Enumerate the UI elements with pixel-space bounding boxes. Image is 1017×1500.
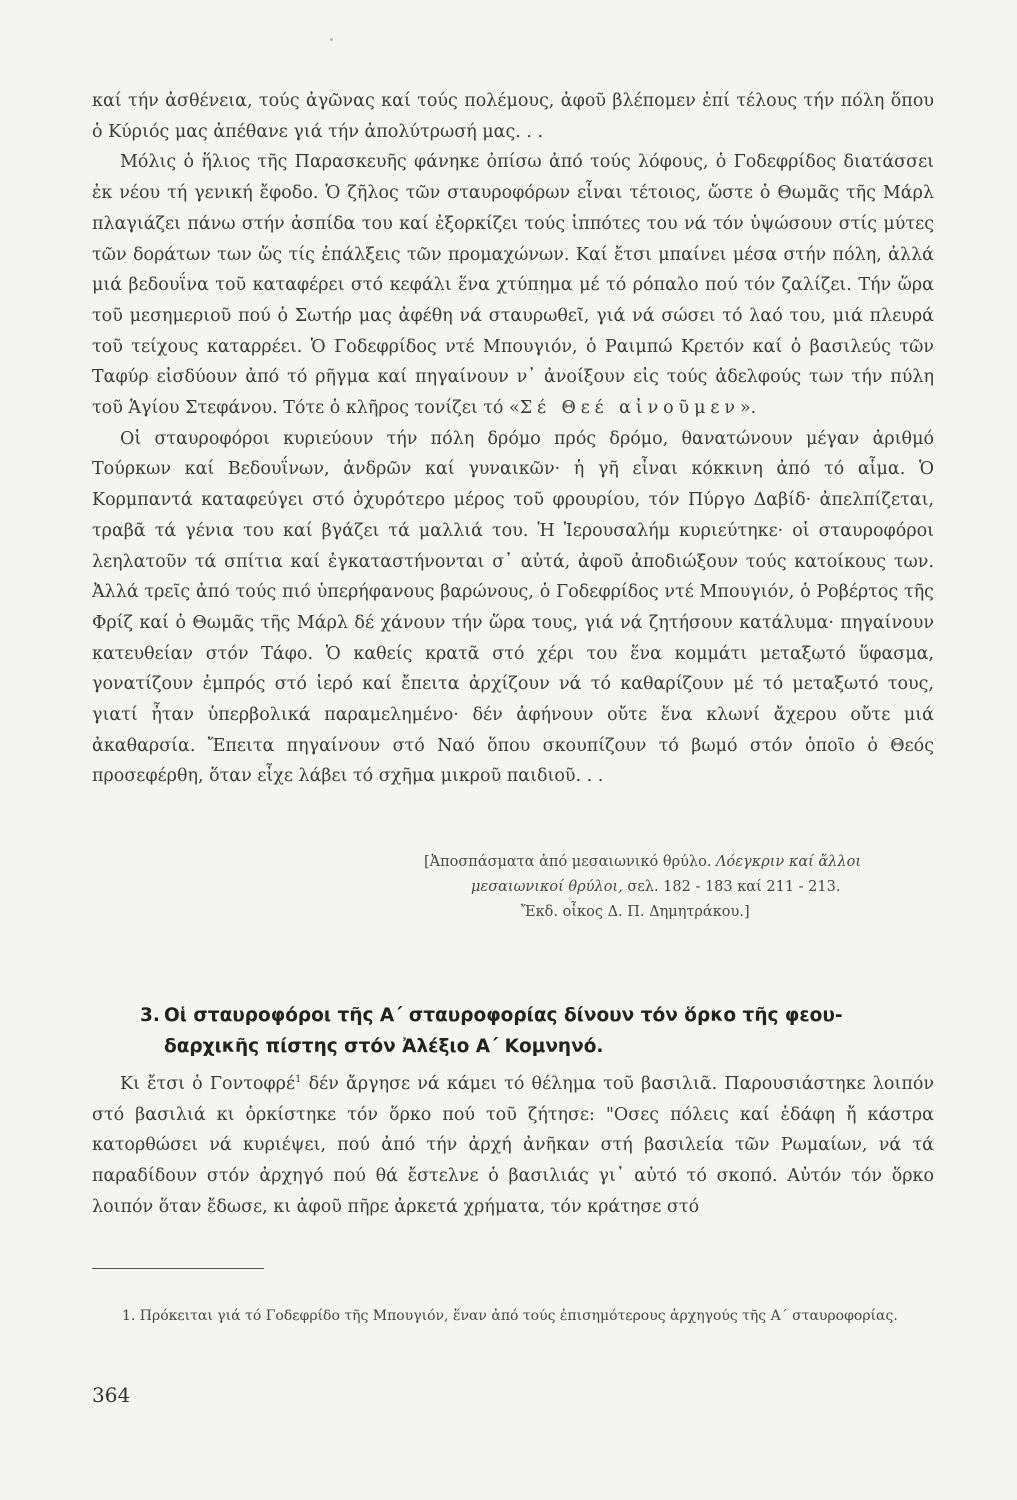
excerpt-paragraph-2-text: Μόλις ὁ ἥλιος τῆς Παρασκευῆς φάνηκε ὀπίσω ἀπό τούς λόφους, ὁ Γοδεφρίδος διατάσσει ἐκ νέου τή γενική ἔφοδο. Ὁ ζῆλος τῶν σταυροφόρων εἶναι τέτοιος, ὥστε ὁ Θωμᾶς τῆς Μάρλ πλαγιάζει πάνω στήν ἀσπίδα του καί ἐξορκίζει τούς ἱππότες του νά τόν ὑψώσουν στίς μύτες τῶν δοράτων των ὥς τίς ἐπάλξεις τῶν προμαχώνων. Καί ἔτσι μπαίνει μέσα στήν πόλη, ἀλλά μιά βεδουΐνα τοῦ καταφέρει στό κεφάλι ἕνα χτύπημα μέ τό ρόπαλο πού τόν ζαλίζει. Τήν ὥρα τοῦ μεσημεριοῦ πού ὁ Σωτήρ μας ἀφέθη νά σταυρωθεῖ, γιά νά σώσει τό λαό του, μιά πλευρά τοῦ τείχους καταρρέει. Ὁ Γοδεφρίδος ντέ Μπουγιόν, ὁ Ραιμπώ Κρετόν καί ὁ βασιλεύς τῶν Ταφύρ εἰσδύουν ἀπό τό ρῆγμα καί πηγαίνουν ν᾽ ἀνοίξουν εἰς τούς ἀδελφούς των τήν πύλη τοῦ Ἁγίου Στεφάνου. Τότε ὁ κλῆρος τονίζει τό « [92,152,934,419]
excerpt-paragraph-2 [92,147,934,423]
section-heading [140,1000,940,1062]
excerpt-text [92,86,934,792]
page-number: 364 [92,1383,131,1407]
chant-title: Σέ Θεέ αἰνοῦμεν [519,398,740,419]
footnote: 1. Πρόκειται γιά τό Γοδεφρίδο τῆς Μπουγιόν, ἕναν ἀπό τούς ἐπισημότερους ἀρχηγούς τῆς Α΄ σταυροφορίας. [122,1308,898,1324]
source-citation [424,850,944,925]
excerpt-paragraph-3: Οἱ σταυροφόροι κυριεύουν τήν πόλη δρόμο πρός δρόμο, θανατώνουν μέγαν ἀριθμό Τούρκων καί Βεδουΐνων, ἀνδρῶν καί γυναικῶν· ἡ γῆ εἶναι κόκκινη ἀπό τό αἷμα. Ὁ Κορμπαντά καταφεύγει στό ὀχυρότερο μέρος τοῦ φρουρίου, τόν Πύργο Δαβίδ· ἀπελπίζεται, τραβᾶ τά γένια του καί βγάζει τά μαλλιά του. Ἡ Ἱερουσαλήμ κυριεύτηκε· οἱ σταυροφόροι λεηλατοῦν τά σπίτια καί ἐγκαταστήνονται σ᾽ αὐτά, ἀφοῦ ἀποδιώξουν τούς κατοίκους των. Ἀλλά τρεῖς ἀπό τούς πιό ὑπερήφανους βαρώνους, ὁ Γοδεφρίδος ντέ Μπουγιόν, ὁ Ροβέρτος τῆς Φρίζ καί ὁ Θωμᾶς τῆς Μάρλ δέ χάνουν τήν ὥρα τους, γιά νά ζητήσουν κατάλυμα· πηγαίνουν κατευθείαν στόν Τάφο. Ὁ καθείς κρατᾶ στό χέρι του ἕνα κομμάτι μεταξωτό ὕφασμα, γονατίζουν ἐμπρός στό ἱερό καί ἔπειτα ἀρχίζουν νά τό καθαρίζουν μέ τό μεταξωτό τους, γιατί ἦταν ὑπερβολικά παραμελημένο· δέν ἀφήνουν οὔτε ἕνα κλωνί ἄχερου οὔτε μιά ἀκαθαρσία. Ἔπειτα πηγαίνουν στό Ναό ὅπου σκουπίζουν τό βωμό στόν ὁποῖο ὁ Θεός προσεφέρθη, ὅταν εἶχε λάβει τό σχῆμα μικροῦ παιδιοῦ. . . [92,428,934,787]
excerpt-paragraph-1: καί τήν ἀσθένεια, τούς ἀγῶνας καί τούς πολέμους, ἀφοῦ βλέπομεν ἐπί τέλους τήν πόλη ὅπου ὁ Κύριός μας ἀπέθανε γιά τήν ἀπολύτρωσή μας. . . [92,91,934,142]
section-heading-line-2: δαρχικῆς πίστης στόν Ἀλέξιο Α΄ Κομνηνό. [164,1036,604,1057]
footnote-divider [92,1268,264,1269]
source-line-1: [Ἀποσπάσματα ἀπό μεσαιωνικό θρύλο. Λόεγκριν καί ἄλλοι [424,854,862,870]
source-line-3: Ἔκδ. οἶκος Δ. Π. Δημητράκου.] [521,904,750,920]
footnote-reference: 1 [295,1074,302,1086]
print-speck [330,38,333,41]
section-heading-line-1: 3. Οἱ σταυροφόροι τῆς Α΄ σταυροφορίας δίνουν τόν ὅρκο τῆς φεου- [140,1000,940,1031]
passage-text [92,1069,934,1223]
chant-close: ». [739,398,757,419]
section-number: 3. [140,1005,160,1026]
passage-paragraph: Κι ἔτσι ὁ Γοντοφρέ$^1$ δέν ἄργησε νά κάμει τό θέλημα τοῦ βασιλιᾶ. Παρουσιάστηκε λοιπόν στό βασιλιά κι ὁρκίστηκε τόν ὅρκο πού τοῦ ζήτησε: "Οσες πόλεις καί ἐδάφη ἤ κάστρα κατορθώσει νά κυριέψει, πού ἀπό τήν ἀρχή ἀνῆκαν στή βασιλεία τῶν Ρωμαίων, νά τά παραδίδουν στόν ἀρχηγό πού θά ἔστελνε ὁ βασιλιάς γι᾽ αὐτό τό σκοπό. Αὐτόν τόν ὅρκο λοιπόν ὅταν ἔδωσε, κι ἀφοῦ πῆρε ἀρκετά χρήματα, τόν κράτησε στό [92,1074,935,1217]
source-line-2: μεσαιωνικοί θρύλοι, σελ. 182 - 183 καί 211 - 213. [471,879,841,895]
